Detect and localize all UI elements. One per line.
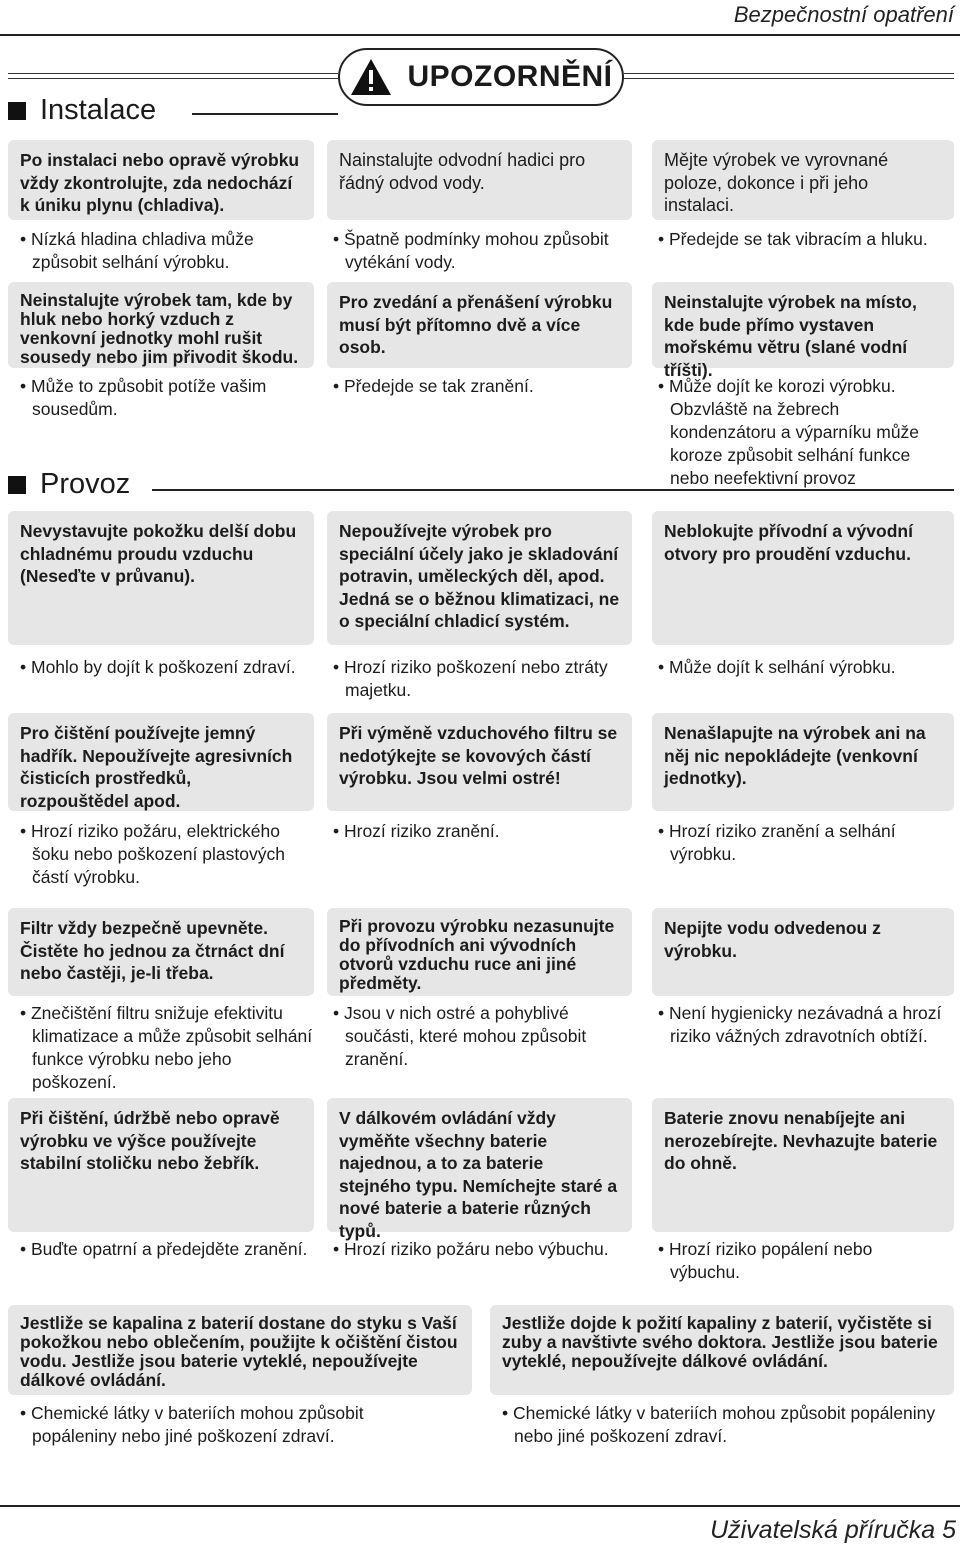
caution-box: Při čištění, údržbě nebo opravě výrobku ve výšce používejte stabilní stoličku nebo žebřík. — [8, 1098, 314, 1232]
caution-note: • Může dojít k selhání výrobku. — [658, 657, 896, 677]
caution-note: • Předejde se tak zranění. — [333, 376, 534, 396]
footer-rule — [0, 1505, 960, 1507]
caution-box: Mějte výrobek ve vyrovnané poloze, dokonce i při jeho instalaci. — [652, 140, 954, 220]
caution-box: Pro zvedání a přenášení výrobku musí být přítomno dvě a více osob. — [327, 282, 632, 368]
caution-note: • Není hygienicky nezávadná a hrozí riziko vážných zdravotních obtíží. — [658, 1003, 942, 1046]
caution-note: • Hrozí riziko popálení nebo výbuchu. — [658, 1239, 873, 1282]
caution-note: • Může dojít ke korozi výrobku. Obzvláště na žebrech kondenzátoru a výparníku může koroze způsobit selhání funkce nebo neefektivní provoz — [658, 376, 920, 488]
caution-note: • Chemické látky v bateriích mohou způsobit popáleniny nebo jiné poškození zdraví. — [20, 1403, 364, 1446]
warning-rule-left — [8, 73, 338, 79]
caution-box: Nepijte vodu odvedenou z výrobku. — [652, 908, 954, 996]
section-bullet-icon — [8, 476, 26, 494]
caution-box: Pro čištění používejte jemný hadřík. Nepoužívejte agresivních čisticích prostředků, rozpouštědel apod. — [8, 713, 314, 811]
caution-box: Nenašlapujte na výrobek ani na něj nic nepokládejte (venkovní jednotky). — [652, 713, 954, 811]
section-bullet-icon — [8, 102, 26, 120]
caution-box: Neinstalujte výrobek tam, kde by hluk nebo horký vzduch z venkovní jednotky mohl rušit sousedy nebo jim přivodit škodu. — [8, 282, 314, 368]
section-title: Provoz — [40, 468, 131, 500]
warning-banner — [338, 48, 624, 106]
page-footer: Uživatelská příručka 5 — [710, 1516, 956, 1544]
caution-note: • Jsou v nich ostré a pohyblivé součásti, které mohou způsobit zranění. — [333, 1003, 587, 1069]
caution-note: • Může to způsobit potíže vašim sousedům. — [20, 376, 267, 419]
section-installation-heading — [8, 94, 156, 127]
caution-box: Při výměně vzduchového filtru se nedotýkejte se kovových částí výrobku. Jsou velmi ostré! — [327, 713, 632, 811]
section-title: Instalace — [40, 94, 157, 126]
caution-note: • Hrozí riziko poškození nebo ztráty majetku. — [333, 657, 608, 700]
caution-box: Jestliže dojde k požití kapaliny z baterií, vyčistěte si zuby a navštivte svého doktora. Jestliže jsou baterie vyteklé, nepoužívejte dálkové ovládání. — [490, 1305, 954, 1395]
caution-note: • Chemické látky v bateriích mohou způsobit popáleniny nebo jiné poškození zdraví. — [502, 1403, 936, 1446]
caution-note: • Hrozí riziko zranění a selhání výrobku. — [658, 821, 896, 864]
caution-box: Nevystavujte pokožku delší dobu chladnému proudu vzduchu (Neseďte v průvanu). — [8, 511, 314, 645]
caution-box: Při provozu výrobku nezasunujte do přívodních ani vývodních otvorů vzduchu ruce ani jiné předměty. — [327, 908, 632, 996]
warning-rule-right — [624, 73, 954, 79]
page-header-title: Bezpečnostní opatření — [733, 2, 954, 27]
caution-note: • Hrozí riziko zranění. — [333, 821, 500, 841]
caution-box: V dálkovém ovládání vždy vyměňte všechny baterie najednou, a to za baterie stejného typu. Nemíchejte staré a nové baterie a baterie různých typů. — [327, 1098, 632, 1232]
header-rule — [0, 34, 960, 36]
caution-box: Po instalaci nebo opravě výrobku vždy zkontrolujte, zda nedochází k úniku plynu (chladiva). — [8, 140, 314, 220]
caution-box: Neinstalujte výrobek na místo, kde bude přímo vystaven mořskému větru (slané vodní tříšti). — [652, 282, 954, 368]
section-operation-heading — [8, 468, 130, 501]
warning-triangle-icon — [349, 57, 393, 97]
section-rule — [152, 489, 954, 491]
caution-note: • Předejde se tak vibracím a hluku. — [658, 229, 928, 249]
warning-label: UPOZORNĚNÍ — [407, 60, 613, 93]
caution-note: • Hrozí riziko požáru nebo výbuchu. — [333, 1239, 609, 1259]
caution-note: • Znečištění filtru snižuje efektivitu klimatizace a může způsobit selhání funkce výrobku nebo jeho poškození. — [20, 1003, 313, 1092]
caution-note: • Mohlo by dojít k poškození zdraví. — [20, 657, 296, 677]
caution-box: Nepoužívejte výrobek pro speciální účely jako je skladování potravin, uměleckých děl, apod. Jedná se o běžnou klimatizaci, ne o speciální chladicí systém. — [327, 511, 632, 645]
caution-note: • Špatně podmínky mohou způsobit vytékání vody. — [333, 229, 609, 272]
section-rule — [192, 113, 338, 115]
caution-note: • Nízká hladina chladiva může způsobit selhání výrobku. — [20, 229, 254, 272]
caution-note: • Hrozí riziko požáru, elektrického šoku nebo poškození plastových částí výrobku. — [20, 821, 285, 887]
caution-box: Nainstalujte odvodní hadici pro řádný odvod vody. — [327, 140, 632, 220]
caution-note: • Buďte opatrní a předejděte zranění. — [20, 1239, 308, 1259]
caution-box: Filtr vždy bezpečně upevněte. Čistěte ho jednou za čtrnáct dní nebo častěji, je-li třeba. — [8, 908, 314, 996]
caution-box: Jestliže se kapalina z baterií dostane do styku s Vaší pokožkou nebo oblečením, použijte k očištění čistou vodu. Jestliže jsou baterie vyteklé, nepoužívejte dálkové ovládání. — [8, 1305, 472, 1395]
caution-box: Neblokujte přívodní a vývodní otvory pro proudění vzduchu. — [652, 511, 954, 645]
caution-box: Baterie znovu nenabíjejte ani nerozebírejte. Nevhazujte baterie do ohně. — [652, 1098, 954, 1232]
